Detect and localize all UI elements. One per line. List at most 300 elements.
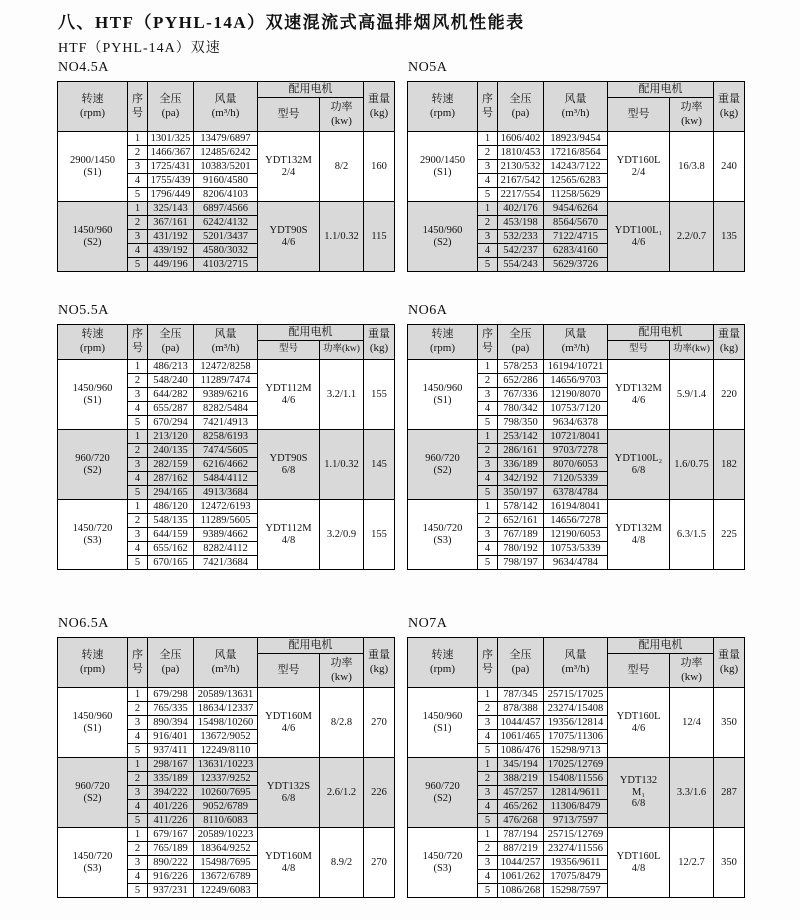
seq-cell: 2	[128, 772, 148, 786]
flow-cell: 10260/7695	[194, 786, 258, 800]
table-block	[57, 303, 394, 570]
pressure-cell: 780/192	[498, 542, 544, 556]
seq-cell: 2	[128, 444, 148, 458]
flow-cell: 9634/6378	[544, 416, 608, 430]
col-header-weight: 重量 (kg)	[364, 325, 395, 360]
col-header-model: 型号	[258, 654, 320, 688]
pressure-cell: 1301/325	[148, 132, 194, 146]
seq-cell: 5	[478, 814, 498, 828]
weight-cell: 270	[364, 688, 395, 758]
seq-cell: 3	[128, 528, 148, 542]
table-block	[57, 60, 394, 272]
flow-cell: 19356/9611	[544, 856, 608, 870]
col-header-model: 型号	[258, 98, 320, 132]
table-section-title: NO6A	[408, 303, 448, 318]
seq-cell: 1	[478, 360, 498, 374]
seq-cell: 4	[128, 870, 148, 884]
col-header-power: 功率 (kw)	[320, 654, 364, 688]
col-header-speed: 转速 (rpm)	[408, 638, 478, 688]
power-cell: 2.2/0.7	[670, 202, 714, 272]
flow-cell: 17075/11306	[544, 730, 608, 744]
pressure-cell: 765/189	[148, 842, 194, 856]
flow-cell: 6242/4132	[194, 216, 258, 230]
flow-cell: 12337/9252	[194, 772, 258, 786]
model-cell: YDT112M 4/8	[258, 500, 320, 570]
page-title: 八、HTF（PYHL-14A）双速混流式高温排烟风机性能表	[58, 13, 525, 32]
seq-cell: 1	[478, 688, 498, 702]
pressure-cell: 1086/476	[498, 744, 544, 758]
speed-cell: 960/720 (S2)	[408, 430, 478, 500]
seq-cell: 5	[478, 744, 498, 758]
pressure-cell: 916/226	[148, 870, 194, 884]
seq-cell: 1	[478, 500, 498, 514]
seq-cell: 2	[128, 216, 148, 230]
pressure-cell: 394/222	[148, 786, 194, 800]
seq-cell: 4	[128, 174, 148, 188]
pressure-cell: 765/335	[148, 702, 194, 716]
pressure-cell: 1755/439	[148, 174, 194, 188]
seq-cell: 5	[128, 556, 148, 570]
seq-cell: 1	[478, 132, 498, 146]
pressure-cell: 548/240	[148, 374, 194, 388]
model-cell: YDT132 M₁ 6/8	[608, 758, 670, 828]
power-cell: 3.2/1.1	[320, 360, 364, 430]
flow-cell: 15298/9713	[544, 744, 608, 758]
flow-cell: 12485/6242	[194, 146, 258, 160]
seq-cell: 4	[478, 730, 498, 744]
pressure-cell: 1044/257	[498, 856, 544, 870]
pressure-cell: 449/196	[148, 258, 194, 272]
seq-cell: 3	[128, 716, 148, 730]
power-cell: 16/3.8	[670, 132, 714, 202]
weight-cell: 240	[714, 132, 745, 202]
flow-cell: 4580/3032	[194, 244, 258, 258]
pressure-cell: 342/192	[498, 472, 544, 486]
flow-cell: 8206/4103	[194, 188, 258, 202]
col-header-power: 功率(kw)	[670, 341, 714, 360]
pressure-cell: 439/192	[148, 244, 194, 258]
flow-cell: 20589/13631	[194, 688, 258, 702]
flow-cell: 15298/7597	[544, 884, 608, 898]
speed-cell: 960/720 (S2)	[408, 758, 478, 828]
flow-cell: 15408/11556	[544, 772, 608, 786]
pressure-cell: 937/231	[148, 884, 194, 898]
flow-cell: 17025/12769	[544, 758, 608, 772]
col-header-flow: 风量 (m³/h)	[194, 325, 258, 360]
pressure-cell: 411/226	[148, 814, 194, 828]
table-block	[57, 616, 394, 898]
seq-cell: 4	[128, 472, 148, 486]
flow-cell: 15498/7695	[194, 856, 258, 870]
flow-cell: 9713/7597	[544, 814, 608, 828]
pressure-cell: 431/192	[148, 230, 194, 244]
pressure-cell: 1796/449	[148, 188, 194, 202]
pressure-cell: 298/167	[148, 758, 194, 772]
seq-cell: 1	[128, 758, 148, 772]
pressure-cell: 644/159	[148, 528, 194, 542]
table-row-3	[57, 616, 744, 898]
flow-cell: 12249/6083	[194, 884, 258, 898]
flow-cell: 4103/2715	[194, 258, 258, 272]
speed-cell: 1450/720 (S3)	[58, 828, 128, 898]
weight-cell: 115	[364, 202, 395, 272]
seq-cell: 4	[478, 244, 498, 258]
seq-cell: 1	[478, 828, 498, 842]
col-header-model: 型号	[608, 98, 670, 132]
seq-cell: 1	[478, 430, 498, 444]
seq-cell: 4	[128, 402, 148, 416]
pressure-cell: 887/219	[498, 842, 544, 856]
col-header-weight: 重量 (kg)	[364, 82, 395, 132]
pressure-cell: 213/120	[148, 430, 194, 444]
pressure-cell: 350/197	[498, 486, 544, 500]
pressure-cell: 798/350	[498, 416, 544, 430]
speed-cell: 960/720 (S2)	[58, 430, 128, 500]
speed-cell: 1450/960 (S1)	[408, 360, 478, 430]
speed-cell: 1450/960 (S1)	[408, 688, 478, 758]
seq-cell: 5	[478, 258, 498, 272]
model-cell: YDT100L₁ 4/6	[608, 202, 670, 272]
seq-cell: 2	[478, 772, 498, 786]
seq-cell: 2	[478, 444, 498, 458]
power-cell: 6.3/1.5	[670, 500, 714, 570]
pressure-cell: 655/162	[148, 542, 194, 556]
seq-cell: 3	[128, 160, 148, 174]
flow-cell: 11289/5605	[194, 514, 258, 528]
model-cell: YDT112M 4/6	[258, 360, 320, 430]
seq-cell: 3	[478, 160, 498, 174]
col-header-motor: 配用电机	[608, 325, 714, 341]
flow-cell: 23274/15408	[544, 702, 608, 716]
power-cell: 2.6/1.2	[320, 758, 364, 828]
flow-cell: 9052/6789	[194, 800, 258, 814]
flow-cell: 13672/9052	[194, 730, 258, 744]
col-header-motor: 配用电机	[258, 82, 364, 98]
col-header-flow: 风量 (m³/h)	[194, 638, 258, 688]
pressure-cell: 1725/431	[148, 160, 194, 174]
seq-cell: 4	[128, 542, 148, 556]
pressure-cell: 457/257	[498, 786, 544, 800]
seq-cell: 1	[128, 688, 148, 702]
seq-cell: 4	[478, 800, 498, 814]
weight-cell: 182	[714, 430, 745, 500]
pressure-cell: 325/143	[148, 202, 194, 216]
pressure-cell: 453/198	[498, 216, 544, 230]
pressure-cell: 542/237	[498, 244, 544, 258]
pressure-cell: 670/294	[148, 416, 194, 430]
flow-cell: 6897/4566	[194, 202, 258, 216]
flow-cell: 18364/9252	[194, 842, 258, 856]
col-header-power: 功率(kw)	[320, 341, 364, 360]
pressure-cell: 367/161	[148, 216, 194, 230]
col-header-model: 型号	[608, 654, 670, 688]
seq-cell: 1	[128, 202, 148, 216]
col-header-weight: 重量 (kg)	[714, 325, 745, 360]
seq-cell: 5	[128, 188, 148, 202]
pressure-cell: 1606/402	[498, 132, 544, 146]
seq-cell: 5	[128, 744, 148, 758]
pressure-cell: 578/142	[498, 500, 544, 514]
power-cell: 5.9/1.4	[670, 360, 714, 430]
pressure-cell: 1044/457	[498, 716, 544, 730]
col-header-pressure: 全压 (pa)	[498, 82, 544, 132]
flow-cell: 10383/5201	[194, 160, 258, 174]
power-cell: 1.6/0.75	[670, 430, 714, 500]
flow-cell: 9389/6216	[194, 388, 258, 402]
seq-cell: 3	[128, 856, 148, 870]
flow-cell: 10753/5339	[544, 542, 608, 556]
pressure-cell: 476/268	[498, 814, 544, 828]
performance-table	[407, 81, 745, 272]
pressure-cell: 402/176	[498, 202, 544, 216]
seq-cell: 1	[128, 430, 148, 444]
power-cell: 8/2.8	[320, 688, 364, 758]
col-header-flow: 风量 (m³/h)	[544, 638, 608, 688]
col-header-pressure: 全压 (pa)	[498, 325, 544, 360]
flow-cell: 6283/4160	[544, 244, 608, 258]
table-row-1	[57, 60, 744, 272]
pressure-cell: 532/233	[498, 230, 544, 244]
pressure-cell: 2217/554	[498, 188, 544, 202]
flow-cell: 14243/7122	[544, 160, 608, 174]
seq-cell: 5	[478, 486, 498, 500]
performance-table	[57, 324, 395, 570]
col-header-pressure: 全压 (pa)	[498, 638, 544, 688]
table-section-title: NO5.5A	[58, 303, 109, 318]
flow-cell: 16194/10721	[544, 360, 608, 374]
flow-cell: 7122/4715	[544, 230, 608, 244]
col-header-seq: 序 号	[128, 82, 148, 132]
model-cell: YDT160M 4/8	[258, 828, 320, 898]
weight-cell: 225	[714, 500, 745, 570]
seq-cell: 5	[128, 258, 148, 272]
flow-cell: 10753/7120	[544, 402, 608, 416]
model-cell: YDT90S 6/8	[258, 430, 320, 500]
flow-cell: 25715/17025	[544, 688, 608, 702]
flow-cell: 12472/8258	[194, 360, 258, 374]
seq-cell: 1	[128, 500, 148, 514]
flow-cell: 13631/10223	[194, 758, 258, 772]
weight-cell: 160	[364, 132, 395, 202]
pressure-cell: 767/336	[498, 388, 544, 402]
speed-cell: 1450/960 (S1)	[58, 688, 128, 758]
flow-cell: 12249/8110	[194, 744, 258, 758]
flow-cell: 14656/7278	[544, 514, 608, 528]
pressure-cell: 916/401	[148, 730, 194, 744]
col-header-weight: 重量 (kg)	[714, 82, 745, 132]
table-section-title: NO6.5A	[58, 616, 109, 631]
weight-cell: 350	[714, 688, 745, 758]
flow-cell: 9703/7278	[544, 444, 608, 458]
seq-cell: 5	[478, 884, 498, 898]
flow-cell: 11258/5629	[544, 188, 608, 202]
flow-cell: 5629/3726	[544, 258, 608, 272]
col-header-seq: 序 号	[128, 638, 148, 688]
pressure-cell: 937/411	[148, 744, 194, 758]
speed-cell: 1450/720 (S3)	[58, 500, 128, 570]
flow-cell: 11306/8479	[544, 800, 608, 814]
model-cell: YDT160M 4/6	[258, 688, 320, 758]
col-header-power: 功率 (kw)	[670, 654, 714, 688]
flow-cell: 6378/4784	[544, 486, 608, 500]
pressure-cell: 345/194	[498, 758, 544, 772]
flow-cell: 12190/8070	[544, 388, 608, 402]
flow-cell: 12190/6053	[544, 528, 608, 542]
pressure-cell: 1466/367	[148, 146, 194, 160]
pressure-cell: 388/219	[498, 772, 544, 786]
seq-cell: 3	[128, 230, 148, 244]
col-header-flow: 风量 (m³/h)	[194, 82, 258, 132]
speed-cell: 1450/960 (S2)	[408, 202, 478, 272]
flow-cell: 8258/6193	[194, 430, 258, 444]
flow-cell: 12472/6193	[194, 500, 258, 514]
seq-cell: 2	[478, 146, 498, 160]
flow-cell: 17075/8479	[544, 870, 608, 884]
pressure-cell: 1061/465	[498, 730, 544, 744]
flow-cell: 8564/5670	[544, 216, 608, 230]
table-section-title: NO4.5A	[58, 60, 109, 75]
speed-cell: 1450/720 (S3)	[408, 500, 478, 570]
weight-cell: 350	[714, 828, 745, 898]
pressure-cell: 554/243	[498, 258, 544, 272]
flow-cell: 5484/4112	[194, 472, 258, 486]
power-cell: 1.1/0.32	[320, 202, 364, 272]
flow-cell: 10721/8041	[544, 430, 608, 444]
col-header-pressure: 全压 (pa)	[148, 82, 194, 132]
model-cell: YDT160L 4/6	[608, 688, 670, 758]
seq-cell: 2	[478, 842, 498, 856]
col-header-seq: 序 号	[478, 325, 498, 360]
weight-cell: 287	[714, 758, 745, 828]
col-header-speed: 转速 (rpm)	[408, 82, 478, 132]
pressure-cell: 294/165	[148, 486, 194, 500]
seq-cell: 2	[478, 216, 498, 230]
seq-cell: 4	[478, 402, 498, 416]
seq-cell: 3	[478, 230, 498, 244]
seq-cell: 1	[128, 360, 148, 374]
model-cell: YDT132M 2/4	[258, 132, 320, 202]
seq-cell: 3	[478, 388, 498, 402]
weight-cell: 226	[364, 758, 395, 828]
seq-cell: 2	[478, 702, 498, 716]
flow-cell: 9454/6264	[544, 202, 608, 216]
performance-table	[57, 637, 395, 898]
seq-cell: 3	[478, 528, 498, 542]
pressure-cell: 240/135	[148, 444, 194, 458]
pressure-cell: 1061/262	[498, 870, 544, 884]
seq-cell: 4	[128, 800, 148, 814]
seq-cell: 5	[128, 416, 148, 430]
flow-cell: 15498/10260	[194, 716, 258, 730]
power-cell: 12/4	[670, 688, 714, 758]
seq-cell: 4	[478, 870, 498, 884]
col-header-model: 型号	[608, 341, 670, 360]
seq-cell: 4	[478, 174, 498, 188]
seq-cell: 3	[128, 388, 148, 402]
power-cell: 1.1/0.32	[320, 430, 364, 500]
col-header-motor: 配用电机	[258, 638, 364, 654]
table-block	[407, 616, 744, 898]
seq-cell: 3	[128, 786, 148, 800]
performance-table	[57, 81, 395, 272]
seq-cell: 1	[478, 758, 498, 772]
table-row-2	[57, 303, 744, 570]
flow-cell: 7421/3684	[194, 556, 258, 570]
power-cell: 3.3/1.6	[670, 758, 714, 828]
table-section-title: NO5A	[408, 60, 448, 75]
flow-cell: 8282/5484	[194, 402, 258, 416]
seq-cell: 3	[478, 458, 498, 472]
col-header-seq: 序 号	[478, 82, 498, 132]
pressure-cell: 335/189	[148, 772, 194, 786]
pressure-cell: 486/213	[148, 360, 194, 374]
speed-cell: 1450/960 (S2)	[58, 202, 128, 272]
col-header-weight: 重量 (kg)	[364, 638, 395, 688]
flow-cell: 23274/11556	[544, 842, 608, 856]
pressure-cell: 780/342	[498, 402, 544, 416]
weight-cell: 155	[364, 360, 395, 430]
pressure-cell: 486/120	[148, 500, 194, 514]
seq-cell: 4	[478, 472, 498, 486]
model-cell: YDT132M 4/6	[608, 360, 670, 430]
seq-cell: 2	[478, 514, 498, 528]
speed-cell: 960/720 (S2)	[58, 758, 128, 828]
flow-cell: 17216/8564	[544, 146, 608, 160]
seq-cell: 3	[478, 716, 498, 730]
pressure-cell: 798/197	[498, 556, 544, 570]
seq-cell: 1	[128, 828, 148, 842]
flow-cell: 7474/5605	[194, 444, 258, 458]
power-cell: 12/2.7	[670, 828, 714, 898]
pressure-cell: 655/287	[148, 402, 194, 416]
pressure-cell: 644/282	[148, 388, 194, 402]
flow-cell: 12565/6283	[544, 174, 608, 188]
table-block	[407, 303, 744, 570]
speed-cell: 2900/1450 (S1)	[408, 132, 478, 202]
seq-cell: 2	[128, 842, 148, 856]
weight-cell: 270	[364, 828, 395, 898]
seq-cell: 2	[128, 374, 148, 388]
pressure-cell: 679/298	[148, 688, 194, 702]
seq-cell: 5	[478, 416, 498, 430]
pressure-cell: 1086/268	[498, 884, 544, 898]
seq-cell: 3	[478, 856, 498, 870]
power-cell: 8.9/2	[320, 828, 364, 898]
seq-cell: 1	[478, 202, 498, 216]
power-cell: 8/2	[320, 132, 364, 202]
flow-cell: 9634/4784	[544, 556, 608, 570]
seq-cell: 2	[128, 702, 148, 716]
flow-cell: 14656/9703	[544, 374, 608, 388]
seq-cell: 4	[478, 542, 498, 556]
col-header-flow: 风量 (m³/h)	[544, 82, 608, 132]
pressure-cell: 401/226	[148, 800, 194, 814]
model-cell: YDT100L₂ 6/8	[608, 430, 670, 500]
col-header-model: 型号	[258, 341, 320, 360]
pressure-cell: 578/253	[498, 360, 544, 374]
pressure-cell: 548/135	[148, 514, 194, 528]
model-cell: YDT132M 4/8	[608, 500, 670, 570]
col-header-seq: 序 号	[478, 638, 498, 688]
speed-cell: 1450/960 (S1)	[58, 360, 128, 430]
flow-cell: 8282/4112	[194, 542, 258, 556]
seq-cell: 4	[128, 730, 148, 744]
pressure-cell: 670/165	[148, 556, 194, 570]
col-header-pressure: 全压 (pa)	[148, 325, 194, 360]
weight-cell: 155	[364, 500, 395, 570]
col-header-speed: 转速 (rpm)	[58, 638, 128, 688]
flow-cell: 5201/3437	[194, 230, 258, 244]
